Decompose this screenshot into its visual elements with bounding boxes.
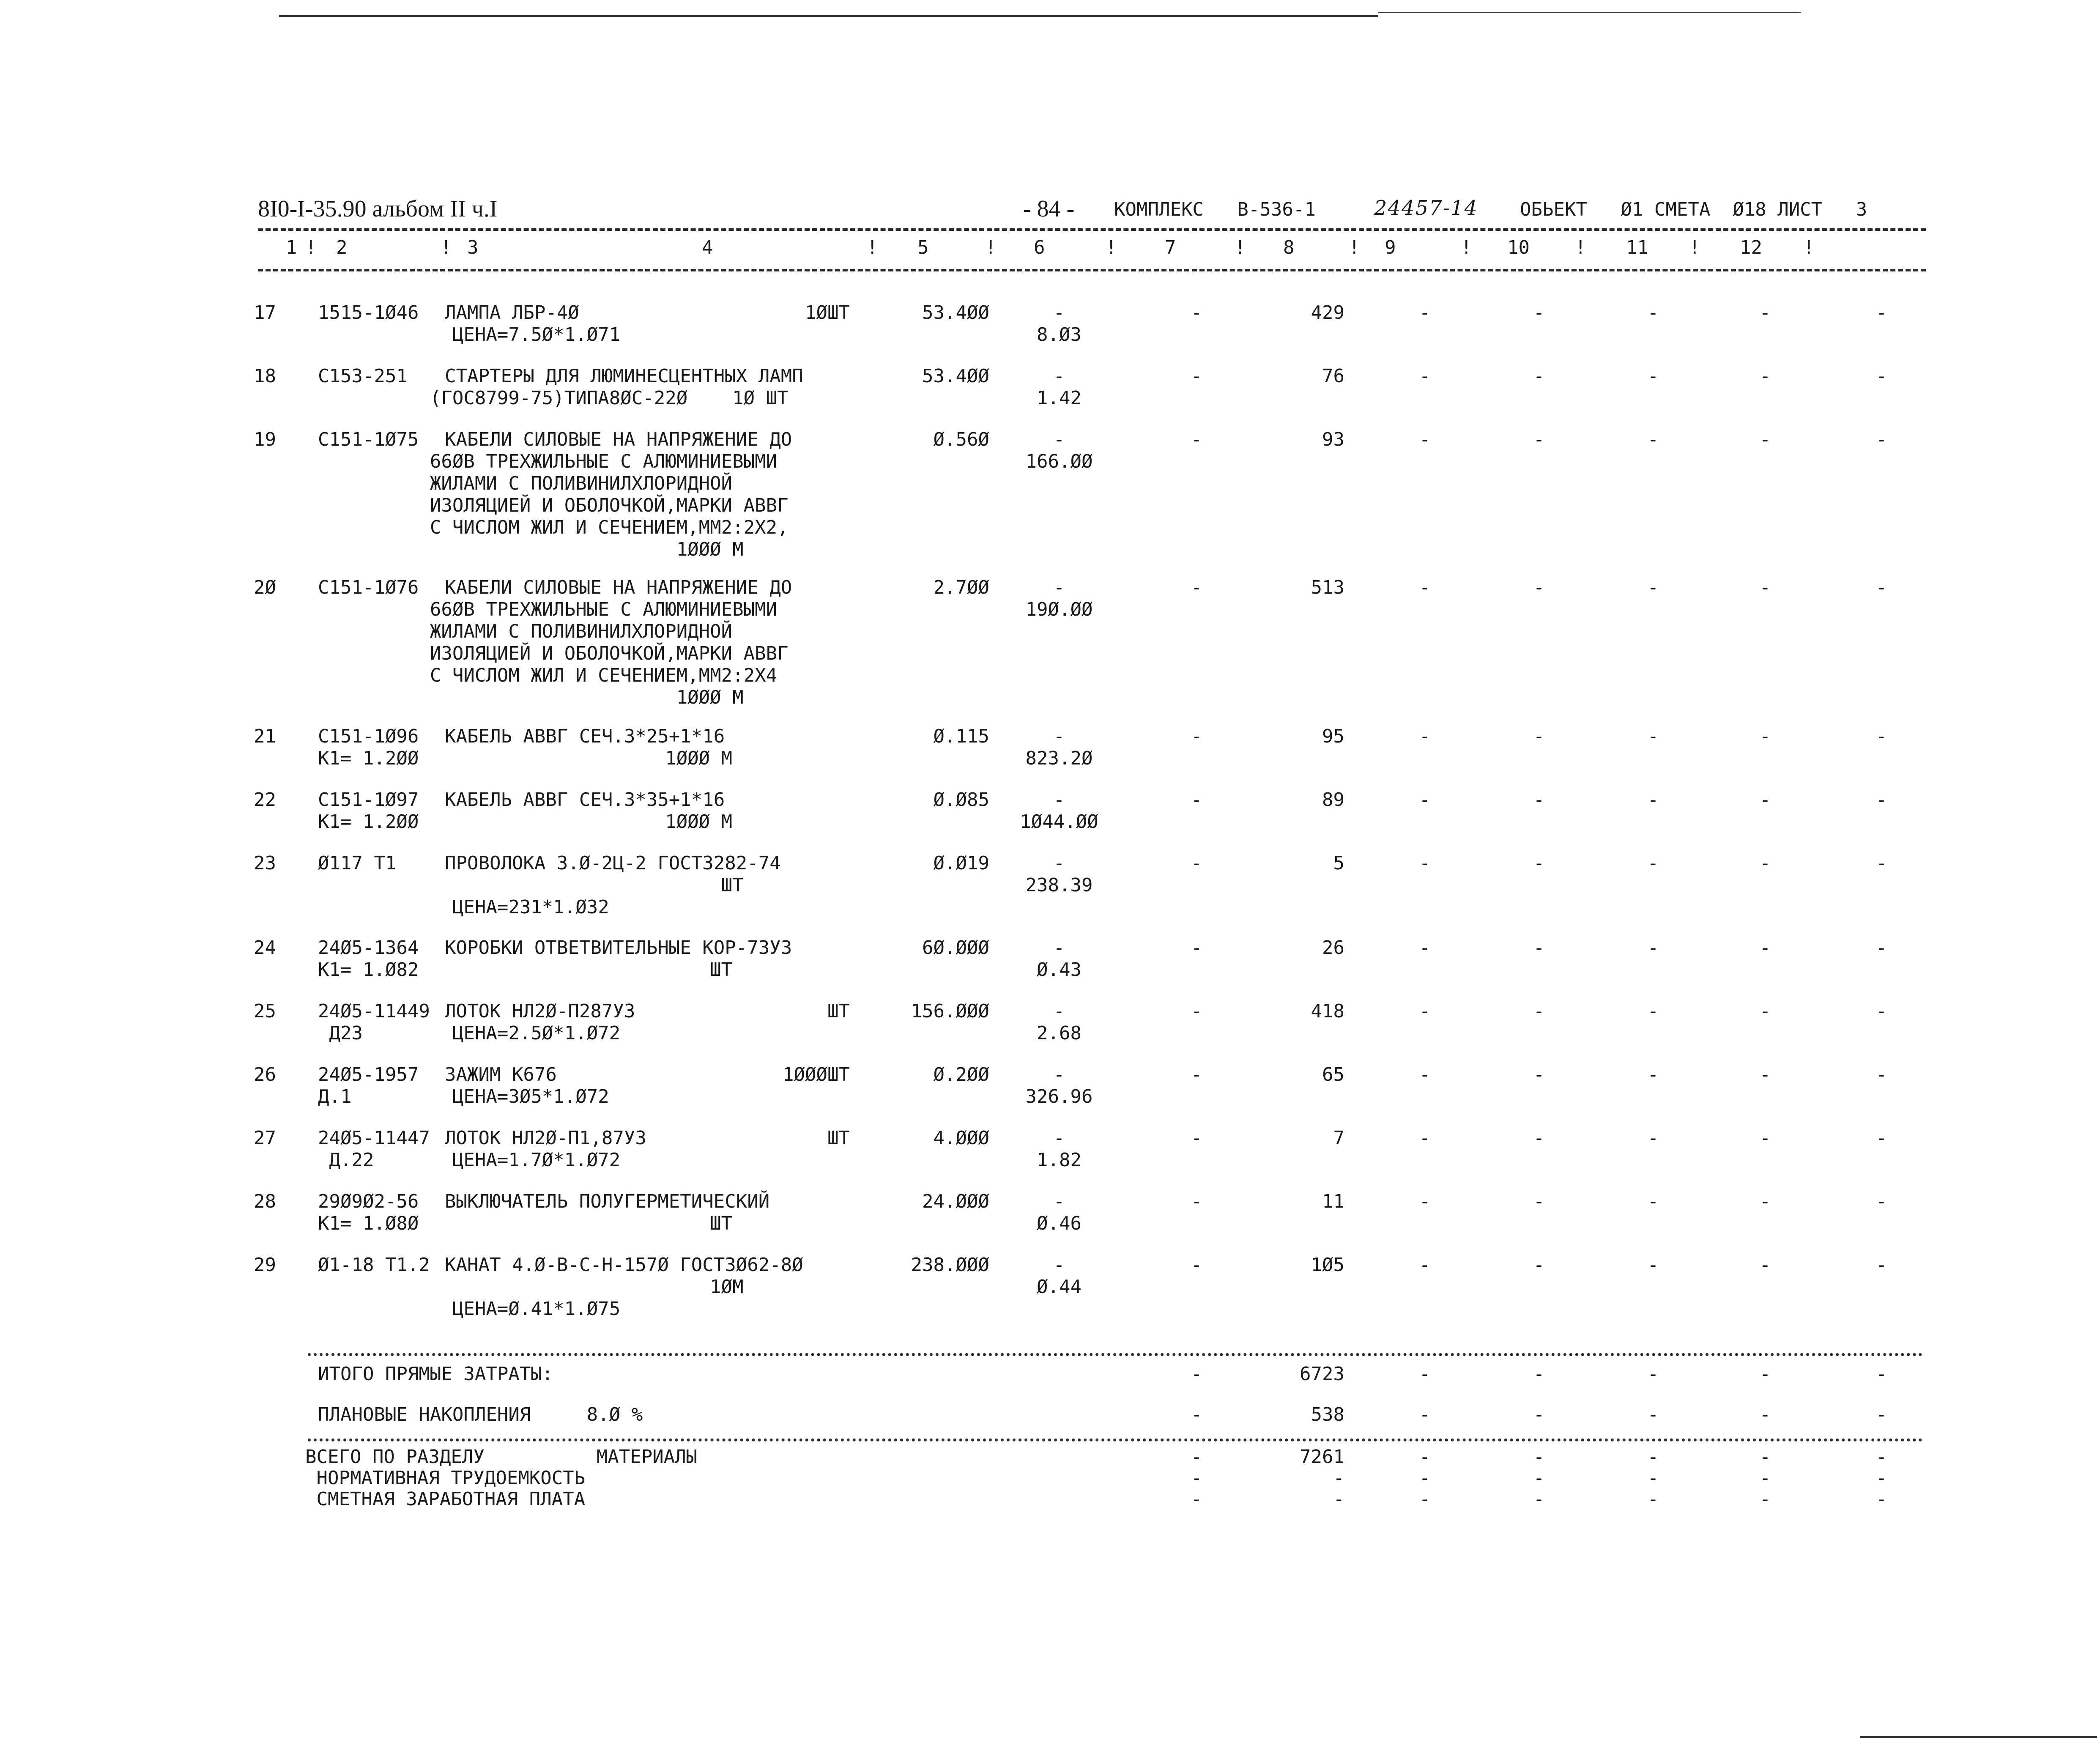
col6-value: - <box>1191 1000 1202 1022</box>
complex-label: КОМПЛЕКС В-536-1 <box>1114 199 1316 220</box>
unit-price: 19Ø.ØØ <box>1025 599 1093 620</box>
col11-value: - <box>1759 365 1771 387</box>
price-dash: - <box>1053 302 1065 323</box>
item-code: С151-1Ø96 <box>318 726 419 747</box>
item-detail-line: ИЗОЛЯЦИЕЙ И ОБОЛОЧКОЙ,МАРКИ АВВГ <box>318 495 789 516</box>
column-number: 4 <box>702 237 713 258</box>
totals-c12: - <box>1875 1404 1887 1425</box>
price-dash: - <box>1053 1191 1065 1212</box>
price-dash: - <box>1053 429 1065 450</box>
price-dash: - <box>1053 1254 1065 1276</box>
section-c7: - <box>1333 1467 1344 1489</box>
col11-value: - <box>1759 789 1771 811</box>
col12-value: - <box>1875 1064 1887 1085</box>
unit-price: 8.Ø3 <box>1037 324 1081 345</box>
price-dash: - <box>1053 1064 1065 1085</box>
item-quantity: Ø.2ØØ <box>933 1064 989 1085</box>
totals-c10: - <box>1647 1363 1659 1385</box>
price-dash: - <box>1053 789 1065 811</box>
row-number: 21 <box>254 726 276 747</box>
section-c6: - <box>1191 1488 1202 1510</box>
col10-value: - <box>1647 1064 1659 1085</box>
col7-value: 513 <box>1311 577 1344 598</box>
totals-c6: - <box>1191 1363 1202 1385</box>
row-number: 24 <box>254 937 276 959</box>
section-c9: - <box>1533 1446 1545 1468</box>
price-dash: - <box>1053 937 1065 959</box>
col11-value: - <box>1759 429 1771 450</box>
col10-value: - <box>1647 302 1659 323</box>
column-number: 9 <box>1385 237 1396 258</box>
item-detail-line: ЦЕНА=231*1.Ø32 <box>318 896 609 918</box>
col7-value: 7 <box>1333 1127 1344 1149</box>
item-detail-line: Д.22 ЦЕНА=1.7Ø*1.Ø72 <box>318 1149 621 1171</box>
totals-c9: - <box>1533 1404 1545 1425</box>
col9-value: - <box>1533 852 1545 874</box>
row-number: 27 <box>254 1127 276 1149</box>
col9-value: - <box>1533 937 1545 959</box>
col8-value: - <box>1419 429 1431 450</box>
col7-value: 5 <box>1333 852 1344 874</box>
col7-value: 93 <box>1322 429 1344 450</box>
header-rule-top <box>258 228 1926 231</box>
item-detail-line: С ЧИСЛОМ ЖИЛ И СЕЧЕНИЕМ,ММ2:2Х4 <box>318 665 778 686</box>
col11-value: - <box>1759 577 1771 598</box>
col8-value: - <box>1419 1000 1431 1022</box>
item-quantity: 53.4ØØ <box>922 302 989 323</box>
section-c8: - <box>1419 1488 1431 1510</box>
item-detail-line: 66ØВ ТРЕХЖИЛЬНЫЕ С АЛЮМИНИЕВЫМИ <box>318 599 778 620</box>
totals-label: ПЛАНОВЫЕ НАКОПЛЕНИЯ 8.Ø % <box>318 1404 643 1425</box>
col8-value: - <box>1419 852 1431 874</box>
row-number: 29 <box>254 1254 276 1276</box>
col10-value: - <box>1647 1127 1659 1149</box>
section-c9: - <box>1533 1467 1545 1489</box>
row-number: 25 <box>254 1000 276 1022</box>
item-name: ЛОТОК НЛ2Ø-П287У3 <box>445 1000 635 1022</box>
col12-value: - <box>1875 577 1887 598</box>
totals-rule <box>308 1353 1923 1356</box>
section-label: НОРМАТИВНАЯ ТРУДОЕМКОСТЬ <box>305 1467 586 1489</box>
col9-value: - <box>1533 1000 1545 1022</box>
item-quantity: 2.7ØØ <box>933 577 989 598</box>
row-number: 26 <box>254 1064 276 1085</box>
col8-value: - <box>1419 1064 1431 1085</box>
item-code: С151-1Ø75 <box>318 429 419 450</box>
col7-value: 26 <box>1322 937 1344 959</box>
item-code: С151-1Ø76 <box>318 577 419 598</box>
column-separator: ! <box>1689 237 1700 258</box>
col11-value: - <box>1759 1254 1771 1276</box>
col9-value: - <box>1533 1064 1545 1085</box>
price-dash: - <box>1053 577 1065 598</box>
totals-c7: 6723 <box>1300 1363 1344 1385</box>
col10-value: - <box>1647 726 1659 747</box>
totals-c11: - <box>1759 1404 1771 1425</box>
item-code: 29Ø9Ø2-56 <box>318 1191 419 1212</box>
col6-value: - <box>1191 429 1202 450</box>
col9-value: - <box>1533 365 1545 387</box>
section-c10: - <box>1647 1488 1659 1510</box>
item-unit: ШТ <box>827 1000 850 1022</box>
item-code: 24Ø5-1957 <box>318 1064 419 1085</box>
col10-value: - <box>1647 429 1659 450</box>
item-detail-line: ЦЕНА=Ø.41*1.Ø75 <box>318 1298 621 1320</box>
col10-value: - <box>1647 1000 1659 1022</box>
col7-value: 76 <box>1322 365 1344 387</box>
scan-edge-top <box>279 15 1378 17</box>
col11-value: - <box>1759 1191 1771 1212</box>
item-name: КАБЕЛЬ АВВГ СЕЧ.3*25+1*16 <box>445 726 725 747</box>
item-detail-line: К1= 1.Ø82 ШТ <box>318 959 733 981</box>
col7-value: 418 <box>1311 1000 1344 1022</box>
col6-value: - <box>1191 726 1202 747</box>
item-code: 24Ø5-11447 <box>318 1127 430 1149</box>
column-number: 1 <box>286 237 297 258</box>
row-number: 28 <box>254 1191 276 1212</box>
item-name: КАБЕЛИ СИЛОВЫЕ НА НАПРЯЖЕНИЕ ДО <box>445 429 792 450</box>
scan-edge-bottom <box>1860 1736 2097 1738</box>
item-quantity: 53.4ØØ <box>922 365 989 387</box>
item-detail-line: К1= 1.2ØØ 1ØØØ М <box>318 811 733 833</box>
item-detail-line: ЖИЛАМИ С ПОЛИВИНИЛХЛОРИДНОЙ <box>318 473 733 494</box>
item-detail-line: ЦЕНА=7.5Ø*1.Ø71 <box>318 324 621 345</box>
item-detail-line: ЖИЛАМИ С ПОЛИВИНИЛХЛОРИДНОЙ <box>318 621 733 642</box>
col12-value: - <box>1875 1127 1887 1149</box>
col11-value: - <box>1759 726 1771 747</box>
col6-value: - <box>1191 1064 1202 1085</box>
section-c7: 7261 <box>1300 1446 1344 1468</box>
item-name: ЛОТОК НЛ2Ø-П1,87У3 <box>445 1127 646 1149</box>
col8-value: - <box>1419 577 1431 598</box>
column-separator: ! <box>441 237 452 258</box>
item-name: ЛАМПА ЛБР-4Ø <box>445 302 579 323</box>
col12-value: - <box>1875 365 1887 387</box>
col8-value: - <box>1419 726 1431 747</box>
column-number: 7 <box>1165 237 1176 258</box>
col11-value: - <box>1759 1000 1771 1022</box>
price-dash: - <box>1053 726 1065 747</box>
col9-value: - <box>1533 429 1545 450</box>
section-label: ВСЕГО ПО РАЗДЕЛУ МАТЕРИАЛЫ <box>305 1446 698 1468</box>
section-c11: - <box>1759 1467 1771 1489</box>
totals-c7: 538 <box>1311 1404 1344 1425</box>
col11-value: - <box>1759 1127 1771 1149</box>
item-quantity: Ø.Ø85 <box>933 789 989 811</box>
unit-price: Ø.44 <box>1037 1276 1081 1298</box>
unit-price: 166.ØØ <box>1025 451 1093 472</box>
price-dash: - <box>1053 1000 1065 1022</box>
price-dash: - <box>1053 365 1065 387</box>
scan-edge-top-right <box>1378 12 1801 13</box>
totals-label: ИТОГО ПРЯМЫЕ ЗАТРАТЫ: <box>318 1363 553 1385</box>
col12-value: - <box>1875 1000 1887 1022</box>
handwritten-number: 24457-14 <box>1374 196 1478 220</box>
column-separator: ! <box>867 237 878 258</box>
col11-value: - <box>1759 937 1771 959</box>
col6-value: - <box>1191 1254 1202 1276</box>
col8-value: - <box>1419 937 1431 959</box>
section-c11: - <box>1759 1488 1771 1510</box>
item-detail-line: ШТ <box>318 874 744 896</box>
col10-value: - <box>1647 577 1659 598</box>
sheet-header <box>258 194 1924 223</box>
item-detail-line: Д.1 ЦЕНА=3Ø5*1.Ø72 <box>318 1086 609 1107</box>
col6-value: - <box>1191 365 1202 387</box>
section-label: СМЕТНАЯ ЗАРАБОТНАЯ ПЛАТА <box>305 1488 586 1510</box>
item-name: ЗАЖИМ К676 <box>445 1064 557 1085</box>
col9-value: - <box>1533 1254 1545 1276</box>
section-c6: - <box>1191 1446 1202 1468</box>
col8-value: - <box>1419 789 1431 811</box>
item-quantity: Ø.115 <box>933 726 989 747</box>
col10-value: - <box>1647 1191 1659 1212</box>
col12-value: - <box>1875 429 1887 450</box>
col10-value: - <box>1647 789 1659 811</box>
col10-value: - <box>1647 365 1659 387</box>
col7-value: 1Ø5 <box>1311 1254 1344 1276</box>
item-name: ВЫКЛЮЧАТЕЛЬ ПОЛУГЕРМЕТИЧЕСКИЙ <box>445 1191 770 1212</box>
column-separator: ! <box>1803 237 1815 258</box>
item-code: Ø117 Т1 <box>318 852 397 874</box>
item-quantity: Ø.Ø19 <box>933 852 989 874</box>
column-separator: ! <box>1349 237 1360 258</box>
col7-value: 89 <box>1322 789 1344 811</box>
section-c12: - <box>1875 1467 1887 1489</box>
section-c12: - <box>1875 1446 1887 1468</box>
item-detail-line: С ЧИСЛОМ ЖИЛ И СЕЧЕНИЕМ,ММ2:2Х2, <box>318 517 789 538</box>
unit-price: Ø.43 <box>1037 959 1081 981</box>
item-name: КОРОБКИ ОТВЕТВИТЕЛЬНЫЕ КОР-73У3 <box>445 937 792 959</box>
column-separator: ! <box>985 237 997 258</box>
col10-value: - <box>1647 937 1659 959</box>
col10-value: - <box>1647 852 1659 874</box>
col6-value: - <box>1191 302 1202 323</box>
item-detail-line: ИЗОЛЯЦИЕЙ И ОБОЛОЧКОЙ,МАРКИ АВВГ <box>318 643 789 664</box>
col6-value: - <box>1191 1127 1202 1149</box>
totals-c9: - <box>1533 1363 1545 1385</box>
section-rule <box>308 1438 1923 1441</box>
page-number: - 84 - <box>1023 196 1075 222</box>
col7-value: 11 <box>1322 1191 1344 1212</box>
totals-c8: - <box>1419 1363 1431 1385</box>
col12-value: - <box>1875 726 1887 747</box>
unit-price: Ø.46 <box>1037 1213 1081 1234</box>
price-dash: - <box>1053 1127 1065 1149</box>
column-number: 3 <box>467 237 479 258</box>
col11-value: - <box>1759 302 1771 323</box>
row-number: 17 <box>254 302 276 323</box>
item-detail-line: (ГОС8799-75)ТИПА8ØС-22Ø 1Ø ШТ <box>318 387 789 409</box>
col8-value: - <box>1419 1191 1431 1212</box>
item-detail-line: К1= 1.2ØØ 1ØØØ М <box>318 748 733 769</box>
item-name: КАБЕЛИ СИЛОВЫЕ НА НАПРЯЖЕНИЕ ДО <box>445 577 792 598</box>
totals-c10: - <box>1647 1404 1659 1425</box>
column-number: 12 <box>1740 237 1762 258</box>
object-estimate-sheet: ОБЬЕКТ Ø1 СМЕТА Ø18 ЛИСТ 3 <box>1520 199 1867 220</box>
item-code: 24Ø5-11449 <box>318 1000 430 1022</box>
col6-value: - <box>1191 1191 1202 1212</box>
col7-value: 95 <box>1322 726 1344 747</box>
row-number: 22 <box>254 789 276 811</box>
col6-value: - <box>1191 852 1202 874</box>
item-name: КАБЕЛЬ АВВГ СЕЧ.3*35+1*16 <box>445 789 725 811</box>
row-number: 2Ø <box>254 577 276 598</box>
row-number: 23 <box>254 852 276 874</box>
item-quantity: 4.ØØØ <box>933 1127 989 1149</box>
col11-value: - <box>1759 1064 1771 1085</box>
item-name: СТАРТЕРЫ ДЛЯ ЛЮМИНЕСЦЕНТНЫХ ЛАМП <box>445 365 803 387</box>
section-c6: - <box>1191 1467 1202 1489</box>
item-detail-line: Д23 ЦЕНА=2.5Ø*1.Ø72 <box>318 1022 621 1044</box>
item-quantity: 24.ØØØ <box>922 1191 989 1212</box>
unit-price: 1.82 <box>1037 1149 1081 1171</box>
item-unit: ШТ <box>827 1127 850 1149</box>
col12-value: - <box>1875 302 1887 323</box>
section-c11: - <box>1759 1446 1771 1468</box>
item-code: 24Ø5-1364 <box>318 937 419 959</box>
item-code: 1515-1Ø46 <box>318 302 419 323</box>
row-number: 18 <box>254 365 276 387</box>
section-c9: - <box>1533 1488 1545 1510</box>
col9-value: - <box>1533 302 1545 323</box>
section-c8: - <box>1419 1467 1431 1489</box>
item-quantity: Ø.56Ø <box>933 429 989 450</box>
item-quantity: 6Ø.ØØØ <box>922 937 989 959</box>
col10-value: - <box>1647 1254 1659 1276</box>
unit-price: 238.39 <box>1025 874 1093 896</box>
item-detail-line: 1ØМ <box>318 1276 744 1298</box>
column-separator: ! <box>305 237 317 258</box>
col7-value: 65 <box>1322 1064 1344 1085</box>
item-name: ПРОВОЛОКА 3.Ø-2Ц-2 ГОСТ3282-74 <box>445 852 781 874</box>
col12-value: - <box>1875 789 1887 811</box>
unit-price: 823.2Ø <box>1025 748 1093 769</box>
column-header <box>258 237 1926 260</box>
unit-price: 1.42 <box>1037 387 1081 409</box>
unit-price: 1Ø44.ØØ <box>1020 811 1098 833</box>
row-number: 19 <box>254 429 276 450</box>
col8-value: - <box>1419 1254 1431 1276</box>
col6-value: - <box>1191 937 1202 959</box>
column-separator: ! <box>1235 237 1246 258</box>
column-separator: ! <box>1575 237 1586 258</box>
col12-value: - <box>1875 937 1887 959</box>
column-number: 2 <box>336 237 348 258</box>
item-code: С153-251 <box>318 365 408 387</box>
item-quantity: 238.ØØØ <box>911 1254 989 1276</box>
col12-value: - <box>1875 1254 1887 1276</box>
item-detail-line: 1ØØØ М <box>318 687 744 708</box>
price-dash: - <box>1053 852 1065 874</box>
item-unit: 1ØØØШТ <box>783 1064 850 1085</box>
item-code: С151-1Ø97 <box>318 789 419 811</box>
item-name: КАНАТ 4.Ø-В-С-Н-157Ø ГОСТ3Ø62-8Ø <box>445 1254 803 1276</box>
column-separator: ! <box>1106 237 1117 258</box>
section-c8: - <box>1419 1446 1431 1468</box>
col9-value: - <box>1533 726 1545 747</box>
col8-value: - <box>1419 1127 1431 1149</box>
item-detail-line: 66ØВ ТРЕХЖИЛЬНЫЕ С АЛЮМИНИЕВЫМИ <box>318 451 778 472</box>
item-detail-line: К1= 1.Ø8Ø ШТ <box>318 1213 733 1234</box>
section-c12: - <box>1875 1488 1887 1510</box>
column-number: 8 <box>1283 237 1295 258</box>
section-c10: - <box>1647 1467 1659 1489</box>
col9-value: - <box>1533 577 1545 598</box>
column-number: 6 <box>1034 237 1045 258</box>
section-c7: - <box>1333 1488 1344 1510</box>
section-c10: - <box>1647 1446 1659 1468</box>
col9-value: - <box>1533 1127 1545 1149</box>
col6-value: - <box>1191 789 1202 811</box>
header-rule-bottom <box>258 269 1926 271</box>
item-detail-line: 1ØØØ М <box>318 539 744 560</box>
totals-c6: - <box>1191 1404 1202 1425</box>
unit-price: 2.68 <box>1037 1022 1081 1044</box>
col9-value: - <box>1533 1191 1545 1212</box>
unit-price: 326.96 <box>1025 1086 1093 1107</box>
item-quantity: 156.ØØØ <box>911 1000 989 1022</box>
totals-c12: - <box>1875 1363 1887 1385</box>
item-code: Ø1-18 Т1.2 <box>318 1254 430 1276</box>
column-separator: ! <box>1461 237 1472 258</box>
col8-value: - <box>1419 302 1431 323</box>
col8-value: - <box>1419 365 1431 387</box>
totals-c8: - <box>1419 1404 1431 1425</box>
col9-value: - <box>1533 789 1545 811</box>
column-number: 5 <box>917 237 929 258</box>
album-title: 8I0-I-35.90 альбом II ч.I <box>258 196 498 222</box>
col7-value: 429 <box>1311 302 1344 323</box>
col12-value: - <box>1875 1191 1887 1212</box>
col6-value: - <box>1191 577 1202 598</box>
column-number: 11 <box>1626 237 1648 258</box>
column-number: 10 <box>1507 237 1530 258</box>
col12-value: - <box>1875 852 1887 874</box>
item-unit: 1ØШТ <box>805 302 850 323</box>
col11-value: - <box>1759 852 1771 874</box>
totals-c11: - <box>1759 1363 1771 1385</box>
